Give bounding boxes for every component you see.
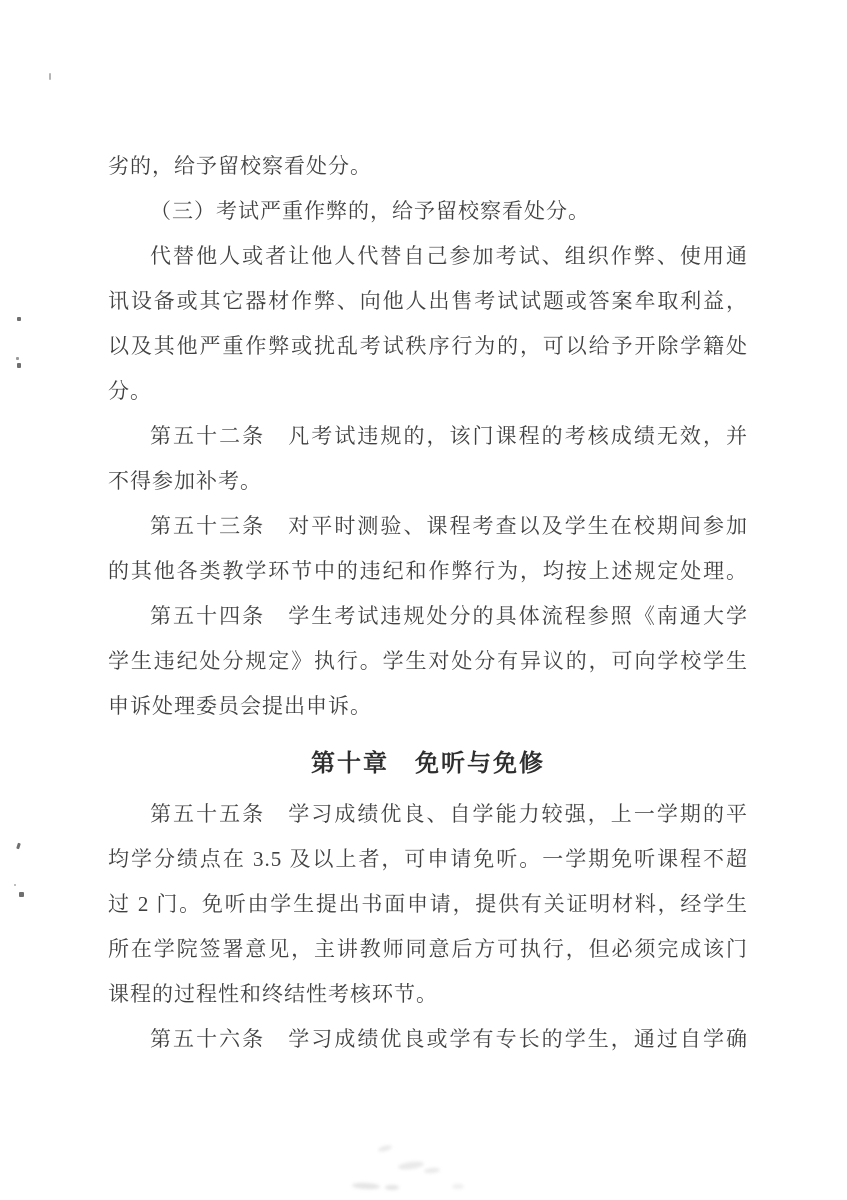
text-line: 均学分绩点在 3.5 及以上者，可申请免听。一学期免听课程不超 bbox=[108, 847, 748, 871]
text-line: 第五十四条 学生考试违规处分的具体流程参照《南通大学 bbox=[150, 604, 748, 628]
text-line: 申诉处理委员会提出申诉。 bbox=[108, 694, 372, 718]
text-line: 代替他人或者让他人代替自己参加考试、组织作弊、使用通 bbox=[150, 244, 748, 268]
text-line: 第五十三条 对平时测验、课程考查以及学生在校期间参加 bbox=[150, 514, 748, 538]
text-line: 劣的，给予留校察看处分。 bbox=[108, 154, 372, 178]
text-line: 讯设备或其它器材作弊、向他人出售考试试题或答案牟取利益， bbox=[108, 289, 748, 313]
text-line: 第五十六条 学习成绩优良或学有专长的学生，通过自学确 bbox=[150, 1027, 748, 1051]
text-line: 学生违纪处分规定》执行。学生对处分有异议的，可向学校学生 bbox=[108, 649, 748, 673]
scan-speck bbox=[17, 317, 21, 321]
text-line: 分。 bbox=[108, 379, 152, 403]
chapter-heading: 第十章 免听与免修 bbox=[311, 750, 545, 777]
text-block bbox=[108, 144, 748, 1062]
scan-speck bbox=[17, 363, 21, 368]
scan-smudge bbox=[385, 1185, 399, 1190]
scan-smudge bbox=[398, 1160, 425, 1171]
text-line: 第五十五条 学习成绩优良、自学能力较强，上一学期的平 bbox=[150, 802, 748, 826]
scan-speck bbox=[14, 884, 16, 886]
text-line: 过 2 门。免听由学生提出书面申请，提供有关证明材料，经学生 bbox=[108, 892, 748, 916]
scan-speck bbox=[16, 357, 19, 360]
scan-smudge bbox=[452, 1184, 464, 1189]
text-line: （三）考试严重作弊的，给予留校察看处分。 bbox=[150, 199, 590, 223]
scan-speck bbox=[19, 892, 24, 897]
scan-speck bbox=[16, 843, 21, 850]
scan-smudge bbox=[424, 1167, 440, 1173]
scan-speck bbox=[49, 73, 51, 80]
text-line: 的其他各类教学环节中的违纪和作弊行为，均按上述规定处理。 bbox=[108, 559, 748, 583]
text-line: 不得参加补考。 bbox=[108, 469, 262, 493]
text-line: 所在学院签署意见，主讲教师同意后方可执行，但必须完成该门 bbox=[108, 937, 748, 961]
scan-smudge bbox=[352, 1182, 380, 1189]
scan-smudge bbox=[378, 1144, 393, 1152]
text-line: 以及其他严重作弊或扰乱考试秩序行为的，可以给予开除学籍处 bbox=[108, 334, 748, 358]
text-line: 课程的过程性和终结性考核环节。 bbox=[108, 982, 438, 1006]
text-line: 第五十二条 凡考试违规的，该门课程的考核成绩无效，并 bbox=[150, 424, 748, 448]
